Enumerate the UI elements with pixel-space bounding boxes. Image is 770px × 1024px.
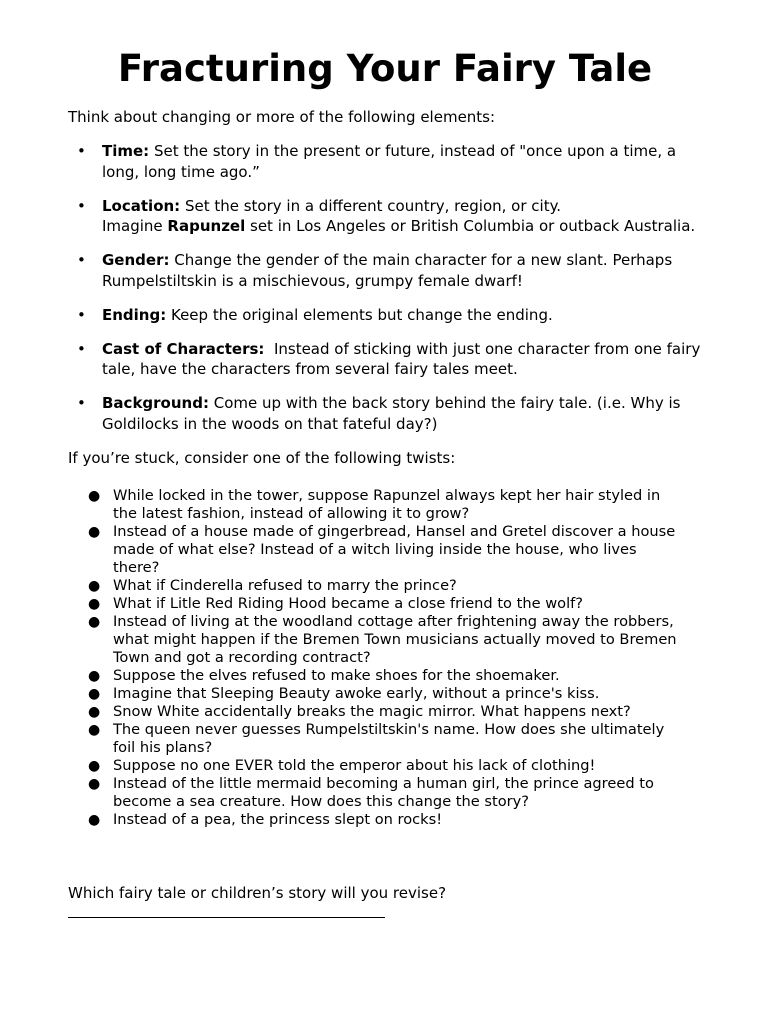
bullet-icon: ●: [88, 686, 101, 702]
twist-item: [68, 775, 708, 811]
element-gender: [68, 250, 708, 291]
element-time: [68, 141, 708, 182]
bullet-icon: ●: [88, 578, 101, 594]
bullet-icon: ●: [88, 524, 101, 540]
twists-list: [68, 487, 708, 829]
twist-item: [68, 523, 708, 577]
bullet-icon: ●: [88, 668, 101, 684]
page-title: Fracturing Your Fairy Tale: [117, 47, 653, 90]
element-text: Keep the original elements but change the ending.: [166, 305, 553, 324]
bullet-icon: •: [77, 251, 86, 269]
bullet-icon: ●: [88, 596, 101, 612]
twist-text-line: Suppose no one EVER told the emperor about his lack of clothing!: [113, 757, 596, 774]
twist-text-line: made of what else? Instead of a witch living inside the house, who lives: [113, 541, 637, 558]
element-text-line2-pre: Imagine: [102, 217, 168, 235]
bullet-icon: ●: [88, 776, 101, 792]
element-label: Time:: [102, 142, 150, 160]
bullet-icon: ●: [88, 488, 101, 504]
element-text: Instead of sticking with just one character from one fairy tale, have the characters from several fairy tales meet.: [102, 339, 706, 378]
twist-item: [68, 577, 708, 595]
twist-text-line: what might happen if the Bremen Town musicians actually moved to Bremen: [113, 631, 677, 648]
twist-text-line: become a sea creature. How does this change the story?: [113, 793, 530, 810]
twist-item: [68, 487, 708, 523]
twist-text-line: Suppose the elves refused to make shoes for the shoemaker.: [113, 667, 560, 684]
element-label: Gender:: [102, 251, 170, 269]
bullet-icon: ●: [88, 614, 101, 630]
twist-text-line: What if Litle Red Riding Hood became a close friend to the wolf?: [113, 595, 584, 612]
bullet-icon: ●: [88, 722, 101, 738]
element-label: Background:: [102, 394, 209, 412]
twist-text-line: Imagine that Sleeping Beauty awoke early, without a prince's kiss.: [113, 685, 600, 702]
twist-item: [68, 757, 708, 775]
element-text: Set the story in a different country, region, or city.: [180, 196, 562, 215]
element-cast: [68, 339, 708, 380]
twist-item: [68, 811, 708, 829]
twist-item: [68, 595, 708, 613]
twist-text-line: While locked in the tower, suppose Rapunzel always kept her hair styled in: [113, 487, 661, 504]
twist-item: [68, 721, 708, 757]
intro-text: Think about changing or more of the following elements:: [68, 108, 496, 126]
revise-question: Which fairy tale or children’s story will you revise?: [68, 884, 447, 902]
elements-list: [68, 141, 708, 448]
twist-item: [68, 685, 708, 703]
element-background: [68, 393, 708, 434]
bullet-icon: •: [77, 196, 86, 215]
twist-text-line: Instead of a pea, the princess slept on rocks!: [113, 811, 443, 828]
twist-text-line: the latest fashion, instead of allowing it to grow?: [113, 505, 470, 522]
bullet-icon: •: [77, 142, 86, 160]
twist-text-line: there?: [113, 559, 160, 576]
twist-text-line: The queen never guesses Rumpelstiltskin's name. How does she ultimately: [113, 721, 665, 738]
twist-item: [68, 703, 708, 721]
element-location: [68, 196, 708, 237]
element-label: Location:: [102, 196, 181, 215]
element-text-line2-post: set in Los Angeles or British Columbia or outback Australia.: [245, 217, 696, 235]
element-text-line2-bold: Rapunzel: [167, 217, 246, 235]
twist-text-line: What if Cinderella refused to marry the prince?: [113, 577, 457, 594]
element-text: Set the story in the present or future, instead of "once upon a time, a long, long time ago.”: [102, 142, 677, 181]
bullet-icon: •: [77, 305, 86, 324]
twist-text-line: Snow White accidentally breaks the magic mirror. What happens next?: [113, 703, 631, 720]
twist-item: [68, 613, 708, 667]
bullet-icon: •: [77, 394, 86, 412]
twist-item: [68, 667, 708, 685]
bullet-icon: •: [77, 339, 86, 358]
bullet-icon: ●: [88, 758, 101, 774]
bullet-icon: ●: [88, 704, 101, 720]
twist-text-line: Instead of the little mermaid becoming a human girl, the prince agreed to: [113, 775, 654, 792]
twist-text-line: Instead of living at the woodland cottage after frightening away the robbers,: [113, 613, 674, 630]
stuck-text: If you’re stuck, consider one of the following twists:: [68, 449, 456, 467]
element-label: Cast of Characters:: [102, 339, 265, 358]
twist-text-line: Instead of a house made of gingerbread, Hansel and Gretel discover a house: [113, 523, 676, 540]
element-text: Come up with the back story behind the fairy tale. (i.e. Why is Goldilocks in the woods on that fateful day?): [102, 394, 681, 433]
twist-text-line: foil his plans?: [113, 739, 213, 756]
element-ending: [68, 305, 708, 326]
answer-blank-line[interactable]: [68, 917, 385, 918]
bullet-icon: ●: [88, 812, 101, 828]
element-label: Ending:: [102, 305, 167, 324]
twist-text-line: Town and got a recording contract?: [113, 649, 371, 666]
element-text: Change the gender of the main character for a new slant. Perhaps Rumpelstiltskin is a mischievous, grumpy female dwarf!: [102, 251, 673, 290]
